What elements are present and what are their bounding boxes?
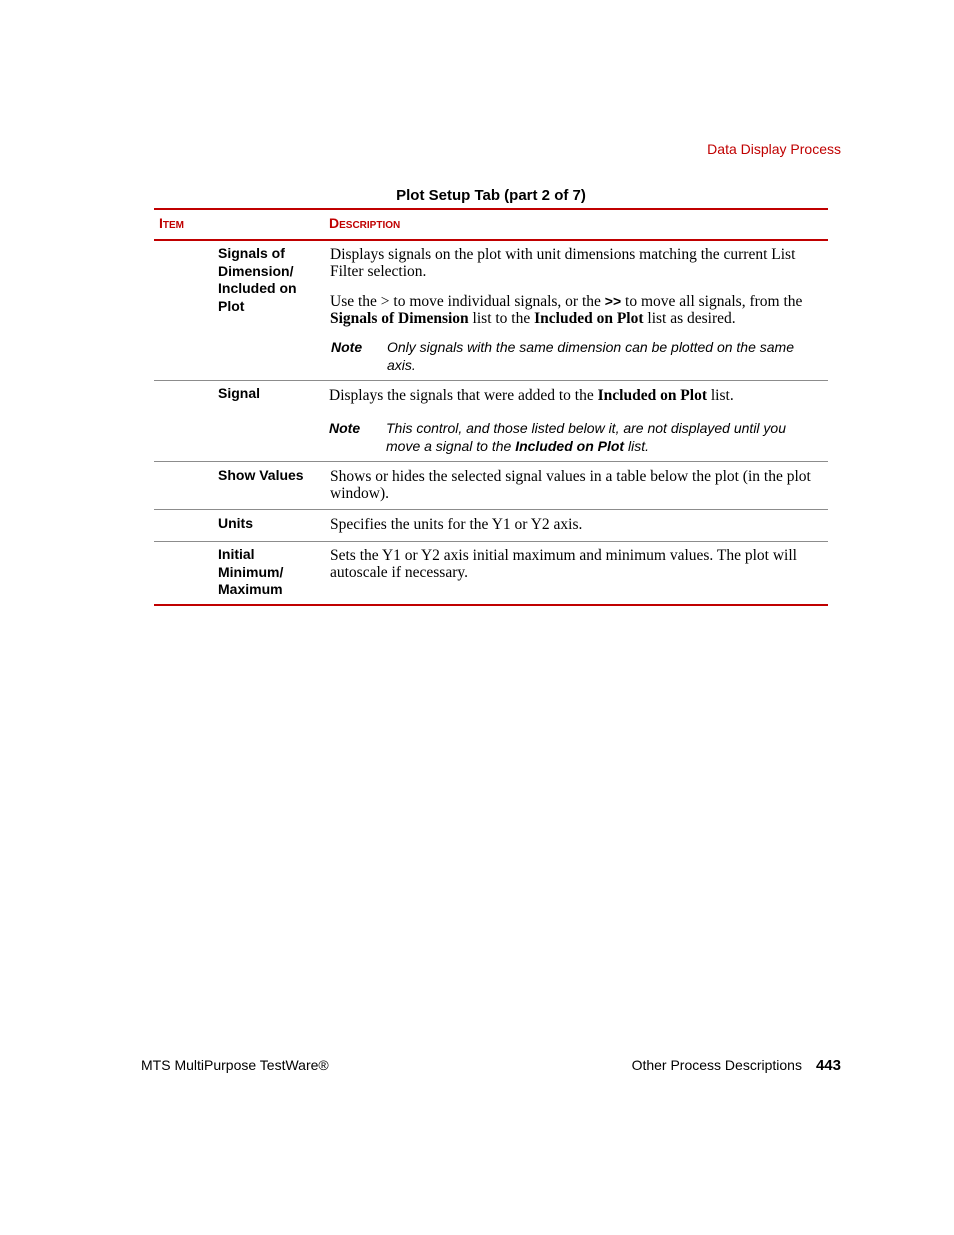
row-divider [154,380,828,381]
row-item-signal: Signal [218,385,261,401]
row4-description-p1: Specifies the units for the Y1 or Y2 axis. [330,516,583,533]
item-line: Initial [218,546,255,562]
row3-description-p1: Shows or hides the selected signal values in a table below the plot (in the plot window). [330,468,811,502]
column-header-item: Item [159,215,184,231]
row1-description-p2: Use the > to move individual signals, or the >> to move all signals, from the Signals of Dimension list to the Included on Plot list as desired. [330,293,803,327]
table-bottom-rule [154,604,828,606]
table-top-rule [154,208,828,210]
row-divider [154,509,828,510]
page-number: 443 [815,1057,841,1074]
row-item-signals-of-dimension [218,245,318,315]
item-line: Minimum/ [218,563,284,580]
footer-section: Other Process Descriptions [631,1057,802,1073]
row2-note-text: This control, and those listed below it, are not displayed until you move a signal to the Included on Plot list. [386,420,787,454]
footer-right [632,1057,841,1074]
header-bottom-rule [154,239,828,241]
item-line: Included on [218,280,297,296]
row2-note-label: Note [329,420,361,436]
row1-note-label: Note [331,339,363,355]
table-title: Plot Setup Tab (part 2 of 7) [396,187,586,204]
row-item-show-values: Show Values [218,467,304,483]
row2-description-p1: Displays the signals that were added to the Included on Plot list. [329,387,734,404]
row1-description-p1: Displays signals on the plot with unit dimensions matching the current List Filter selection. [330,246,796,280]
item-line: Maximum [218,581,283,597]
running-head: Data Display Process [707,141,841,157]
item-line: Signals of [218,245,285,261]
item-line: Dimension/ [218,262,294,279]
item-line: Plot [218,297,245,314]
row-item-initial-min-max [218,546,318,599]
column-header-description: Description [329,215,401,231]
row5-description-p1: Sets the Y1 or Y2 axis initial maximum and minimum values. The plot will autoscale if necessary. [330,547,797,581]
row-divider [154,541,828,542]
row-divider [154,461,828,462]
footer-product-name: MTS MultiPurpose TestWare® [141,1057,329,1073]
row1-note-text: Only signals with the same dimension can be plotted on the same axis. [387,339,795,373]
row-item-units: Units [218,515,253,531]
